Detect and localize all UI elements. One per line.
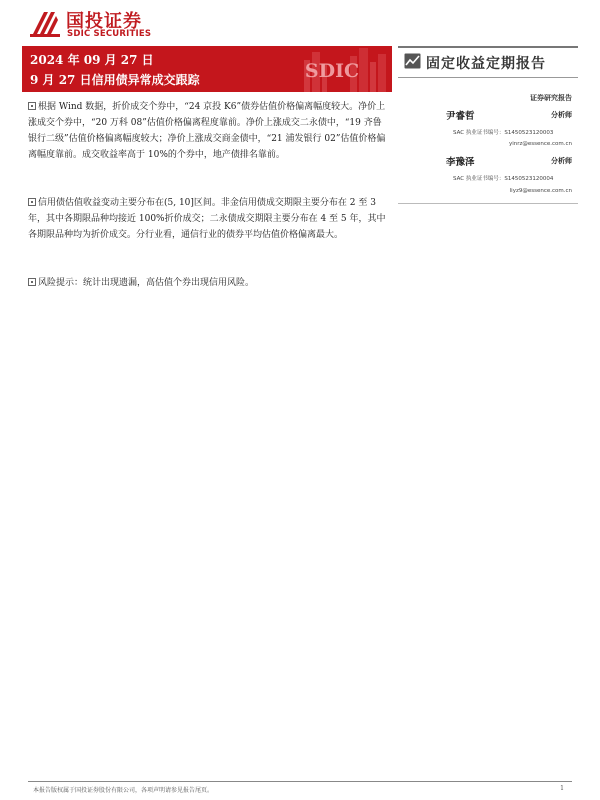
logo-name-en: SDIC SECURITIES	[67, 29, 152, 39]
bullet-box-icon	[28, 198, 36, 206]
banner-watermark: SDIC	[304, 60, 360, 82]
analyst-sac-number: SAC 执业证书编号：S1450523120003	[453, 130, 554, 136]
analyst-email[interactable]: yinrz@essence.com.cn	[508, 141, 572, 147]
sdic-logo-icon	[30, 8, 60, 38]
analyst-name: 尹睿哲	[446, 111, 475, 122]
summary-paragraph: 根据 Wind 数据，折价成交个券中，“24 京投 K6”债券估值价格偏离幅度较大。净价上涨成交个券中，“20 万科 08”估值价格偏离程度靠前。净价上涨成交二永债中，“19 齐鲁银行二级”估值价格偏离幅度较大；净价上涨成交商金债中，“21 浦发银行 02”估值价格偏离幅度靠前。成交收益率高于 10%的个券中，地产债排名靠前。	[28, 102, 386, 160]
skyline-decoration	[242, 46, 392, 92]
analyst-name: 李豫泽	[446, 157, 475, 168]
footer-disclaimer: 本报告版权属于国投证券股份有限公司，各项声明请参见报告尾页。	[33, 787, 214, 794]
analyst-role: 分析师	[551, 156, 572, 165]
company-logo	[30, 6, 230, 40]
risk-paragraph: 风险提示：统计出现遗漏，高估值个券出现信用风险。	[28, 275, 390, 291]
chart-icon	[404, 53, 421, 69]
summary-paragraph: 信用债估值收益变动主要分布在(5, 10]区间。非金信用债成交期限主要分布在 2 至 3 年，其中各期限品种均接近 100%折价成交；二永债成交期限主要分布在 4 至 5 年，其中各期限品种均为折价成交。分行业看，通信行业的债券平均估值价格偏离最大。	[28, 198, 386, 240]
analyst-email[interactable]: liyz9@essence.com.cn	[509, 188, 572, 194]
footer-divider	[28, 781, 572, 782]
bullet-box-icon	[28, 278, 36, 286]
report-title: 9 月 27 日信用债异常成交跟踪	[30, 73, 200, 87]
title-banner	[22, 46, 392, 92]
analyst-role: 分析师	[551, 110, 572, 119]
report-type-header	[398, 46, 578, 78]
page-number: 1	[560, 785, 564, 792]
report-date: 2024 年 09 月 27 日	[30, 53, 154, 67]
sidebar-divider	[398, 203, 578, 204]
analyst-sac-number: SAC 执业证书编号：S1450523120004	[453, 176, 554, 182]
summary-section	[28, 99, 390, 323]
report-type-label: 固定收益定期报告	[426, 56, 546, 72]
bullet-box-icon	[28, 102, 36, 110]
logo-name-cn: 国投证券	[66, 11, 142, 32]
research-report-label: 证券研究报告	[530, 93, 572, 102]
